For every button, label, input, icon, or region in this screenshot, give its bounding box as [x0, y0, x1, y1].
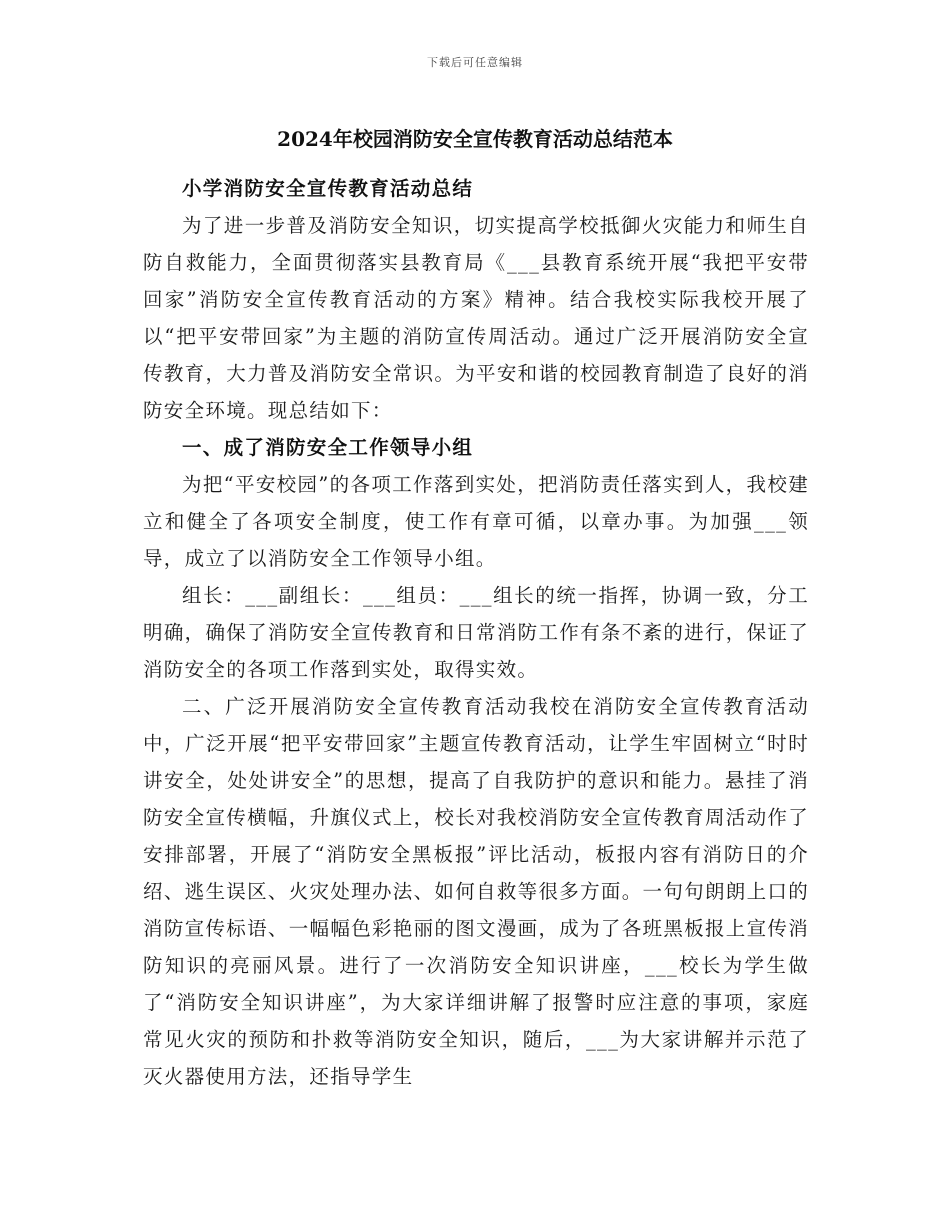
section-1-paragraph-2: 组长：___副组长：___组员：___组长的统一指挥，协调一致，分工明确，确保了消防安全宣传教育和日常消防工作有条不紊的进行，保证了消防安全的各项工作落到实处，取得实效。	[143, 584, 809, 681]
section-2-paragraph-1: 二、广泛开展消防安全宣传教育活动我校在消防安全宣传教育活动中，广泛开展“把平安带回家”主题宣传教育活动，让学生牢固树立“时时讲安全，处处讲安全”的思想，提高了自我防护的意识和能力。悬挂了消防安全宣传横幅，升旗仪式上，校长对我校消防安全宣传教育周活动作了安排部署，开展了“消防安全黑板报”评比活动，板报内容有消防日的介绍、逃生误区、火灾处理办法、如何自救等很多方面。一句句朗朗上口的消防宣传标语、一幅幅色彩艳丽的图文漫画，成为了各班黑板报上宣传消防知识的亮丽风景。进行了一次消防安全知识讲座，___校长为学生做了“消防安全知识讲座”，为大家详细讲解了报警时应注意的事项，家庭常见火灾的预防和扑救等消防安全知识，随后，___为大家讲解并示范了灭火器使用方法，还指导学生	[143, 695, 809, 1088]
document-body	[143, 170, 809, 1095]
document-title: 2024年校园消防安全宣传教育活动总结范本	[277, 127, 673, 151]
section-1-heading: 一、成了消防安全工作领导小组	[182, 436, 474, 459]
section-1-paragraph-1: 为把“平安校园”的各项工作落到实处，把消防责任落实到人，我校建立和健全了各项安全制度，使工作有章可循，以章办事。为加强___领导，成立了以消防安全工作领导小组。	[143, 473, 809, 570]
intro-paragraph: 为了进一步普及消防安全知识，切实提高学校抵御火灾能力和师生自防自救能力，全面贯彻落实县教育局《___县教育系统开展“我把平安带回家”消防安全宣传教育活动的方案》精神。结合我校实际我校开展了以“把平安带回家”为主题的消防宣传周活动。通过广泛开展消防安全宣传教育，大力普及消防安全常识。为平安和谐的校园教育制造了良好的消防安全环境。现总结如下：	[143, 214, 809, 422]
subtitle: 小学消防安全宣传教育活动总结	[182, 177, 474, 200]
page-header: 下载后可任意编辑	[427, 56, 523, 69]
